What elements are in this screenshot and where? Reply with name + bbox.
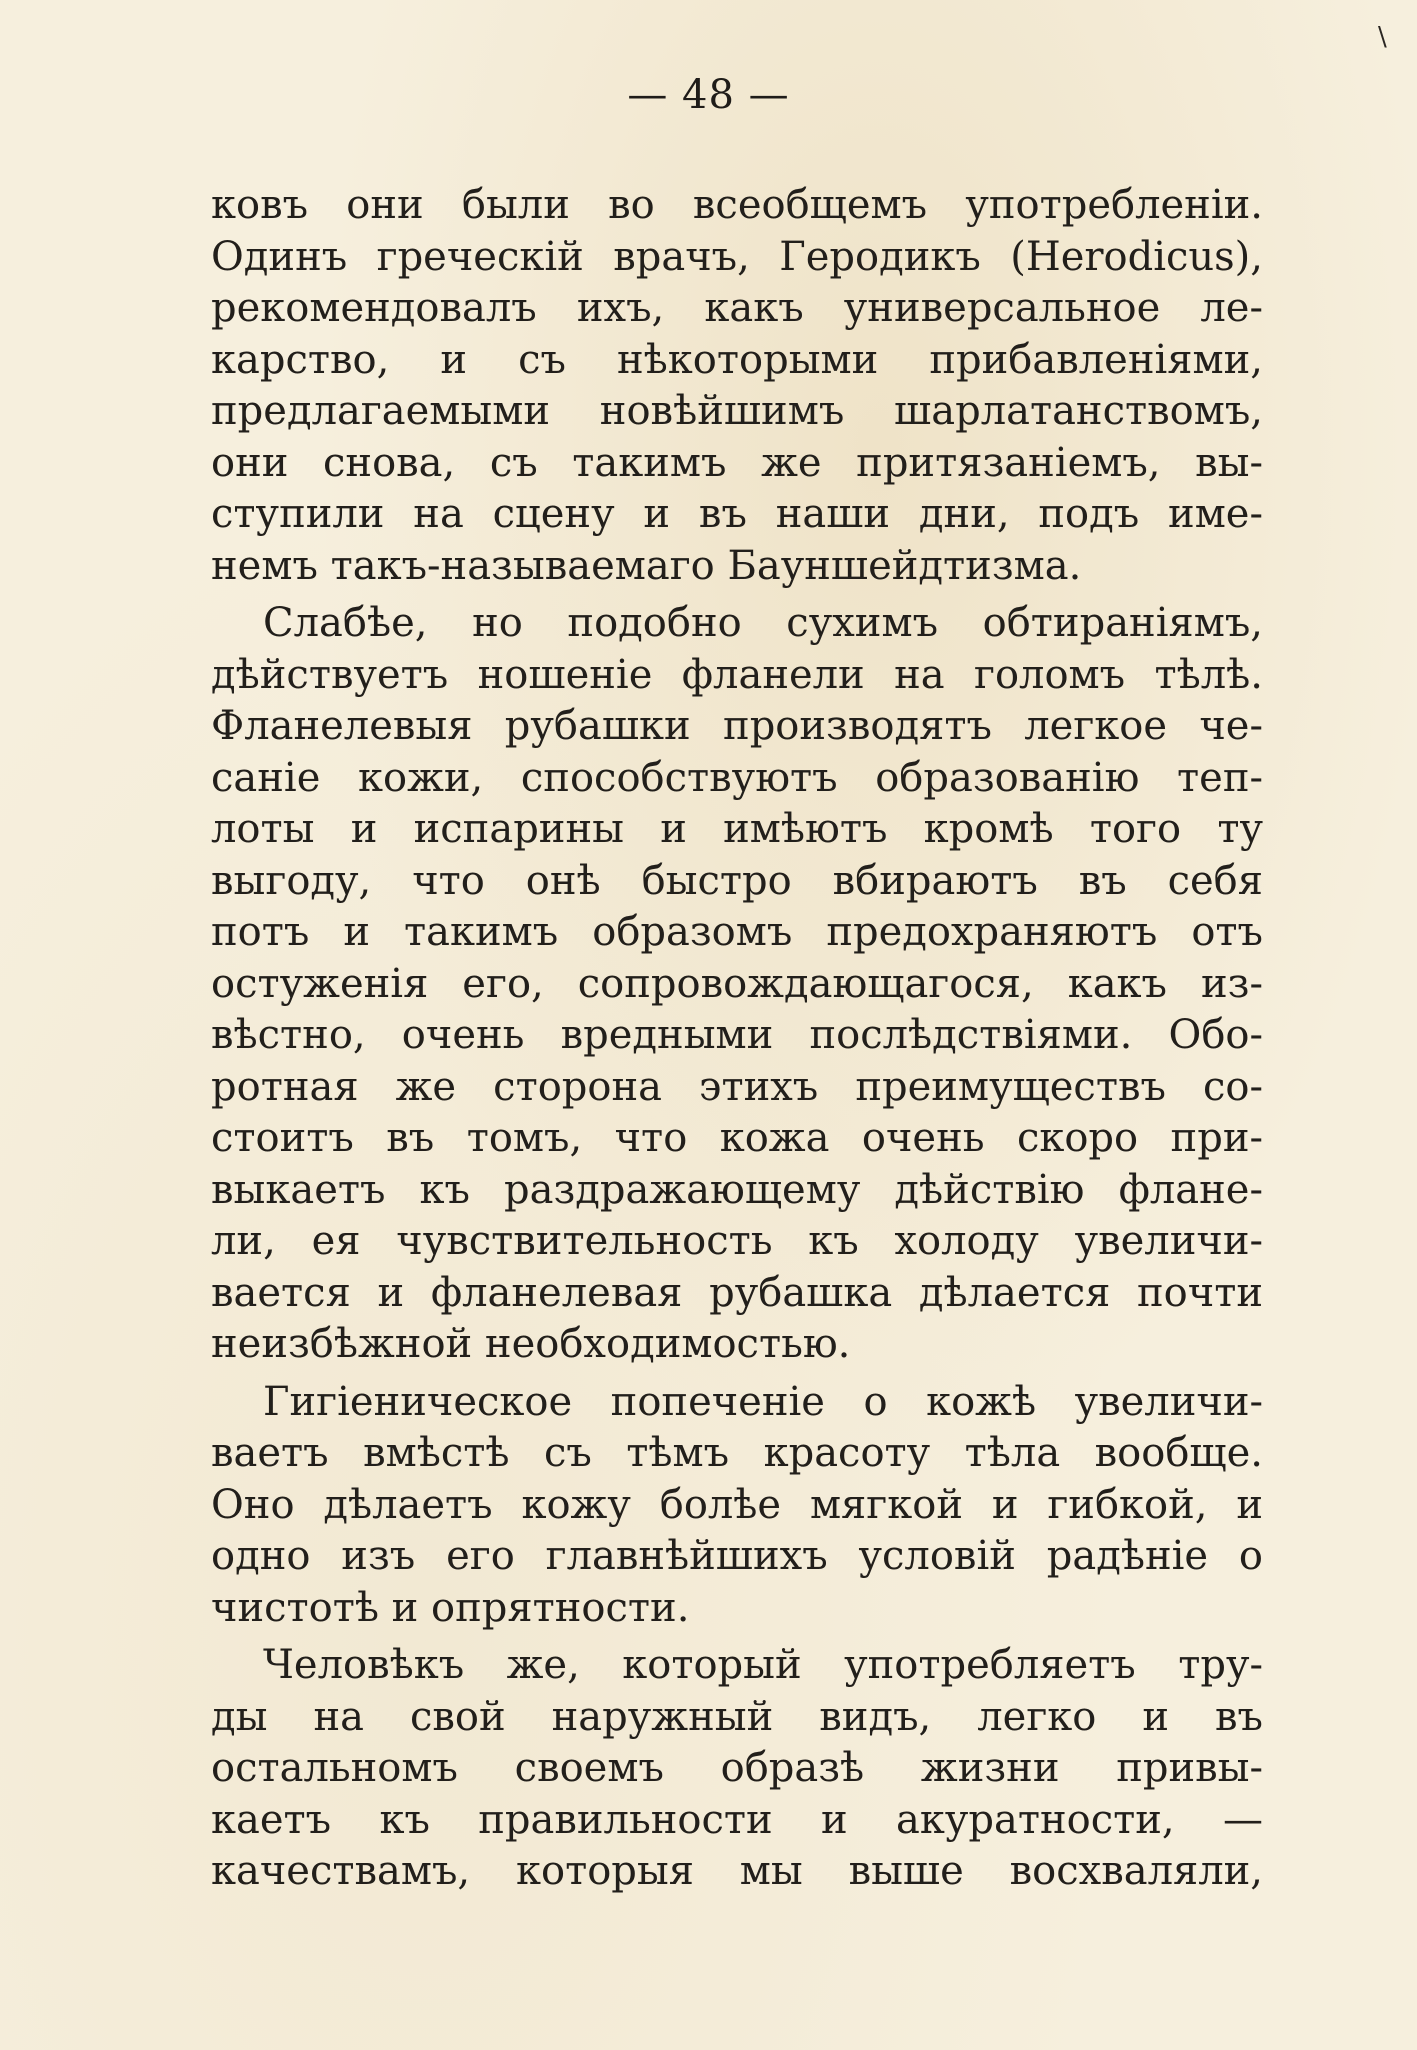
text-line: ступили на сцену и въ наши дни, подъ име-: [211, 491, 1263, 537]
text-line: Гигіеническое попеченіе о кожѣ увеличи-: [263, 1378, 1263, 1425]
text-line: карство, и съ нѣкоторыми прибавленіями,: [211, 336, 1263, 383]
body-text: [211, 180, 1263, 1898]
text-line: одно изъ его главнѣйшихъ условій радѣніе о: [211, 1533, 1263, 1579]
text-line: Человѣкъ же, который употребляетъ тру-: [263, 1642, 1263, 1688]
text-line: остальномъ своемъ образѣ жизни привы-: [211, 1745, 1263, 1791]
text-line: неизбѣжной необходимостью.: [211, 1321, 851, 1367]
text-line: вѣстно, очень вредными послѣдствіями. Обо-: [211, 1012, 1263, 1058]
text-line: лоты и испарины и имѣютъ кромѣ того ту: [211, 806, 1263, 852]
text-line: ды на свой наружный видъ, легко и въ: [211, 1693, 1263, 1740]
text-line: Оно дѣлаетъ кожу болѣе мягкой и гибкой, и: [211, 1481, 1263, 1528]
text-line: вается и фланелевая рубашка дѣлается почти: [211, 1269, 1263, 1316]
text-line: качествамъ, которыя мы выше восхваляли,: [211, 1848, 1263, 1894]
text-line: остуженія его, сопровождающагося, какъ из-: [211, 960, 1263, 1007]
text-line: Фланелевыя рубашки производятъ легкое че-: [211, 703, 1263, 749]
paragraph-3: [211, 1377, 1263, 1635]
text-line: ковъ они были во всеобщемъ употребленіи.: [211, 182, 1263, 228]
paragraph-1: [211, 180, 1263, 592]
text-line: чистотѣ и опрятности.: [211, 1584, 690, 1631]
text-line: выкаетъ къ раздражающему дѣйствію флане-: [211, 1166, 1263, 1213]
text-line: ваетъ вмѣстѣ съ тѣмъ красоту тѣла вообще.: [211, 1430, 1263, 1476]
text-line: дѣйствуетъ ношеніе фланели на голомъ тѣлѣ.: [211, 651, 1263, 698]
paragraph-4: [211, 1640, 1263, 1898]
text-line: ли, ея чувствительность къ холоду увеличи-: [211, 1218, 1263, 1264]
text-line: Слабѣе, но подобно сухимъ обтираніямъ,: [263, 600, 1263, 646]
text-line: потъ и такимъ образомъ предохраняютъ отъ: [211, 909, 1263, 955]
text-line: они снова, съ такимъ же притязаніемъ, вы-: [211, 439, 1263, 486]
text-line: немъ такъ-называемаго Бауншейдтизма.: [211, 542, 1082, 589]
text-line: Одинъ греческій врачъ, Геродикъ (Herodicus),: [211, 233, 1263, 280]
paragraph-2: [211, 598, 1263, 1371]
text-line: выгоду, что онѣ быстро вбираютъ въ себя: [211, 857, 1263, 904]
page-number: — 48 —: [627, 72, 790, 118]
text-line: саніе кожи, способствуютъ образованію теп-: [211, 754, 1263, 801]
text-line: ротная же сторона этихъ преимуществъ со-: [211, 1063, 1263, 1110]
text-line: каетъ къ правильности и акуратности, —: [211, 1796, 1263, 1843]
text-line: стоитъ въ томъ, что кожа очень скоро при-: [211, 1115, 1263, 1161]
text-line: рекомендовалъ ихъ, какъ универсальное ле-: [211, 285, 1263, 331]
corner-mark: \: [1378, 22, 1387, 52]
text-line: предлагаемыми новѣйшимъ шарлатанствомъ,: [211, 388, 1263, 434]
